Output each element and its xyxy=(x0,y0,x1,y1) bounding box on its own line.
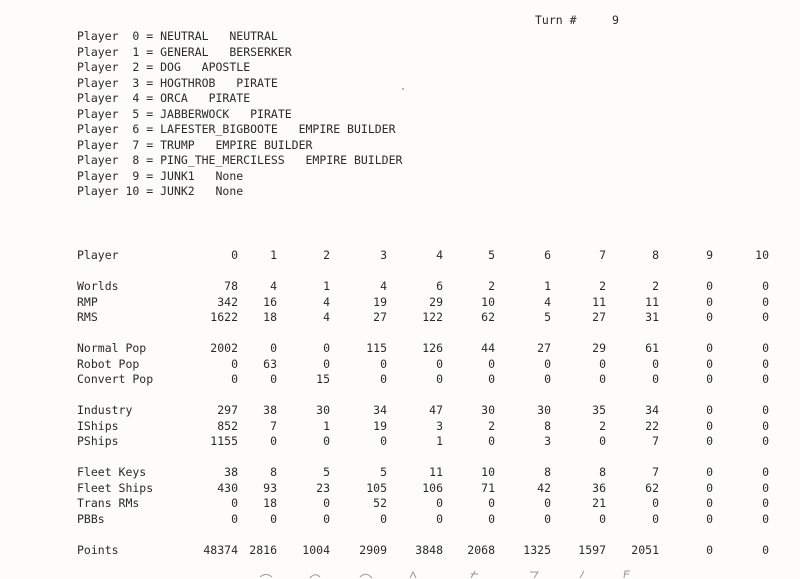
stat-value: 0 xyxy=(762,403,769,417)
stat-value: 8 xyxy=(544,418,551,433)
stat-value: 0 xyxy=(380,372,387,386)
player-entry xyxy=(77,184,402,200)
stat-value: 15 xyxy=(316,372,330,386)
player-prefix: Player 9 = xyxy=(77,168,161,183)
stat-value: 3848 xyxy=(415,542,443,557)
player-name: JUNK2 xyxy=(160,184,195,198)
stat-value: 7 xyxy=(652,465,659,479)
stat-value: 4 xyxy=(270,279,277,293)
player-entry xyxy=(77,91,402,107)
stat-value: 0 xyxy=(762,294,769,309)
player-column-header: 2 xyxy=(323,248,330,262)
stat-value: 2909 xyxy=(359,542,387,557)
player-roster xyxy=(77,29,402,200)
stat-value: 1 xyxy=(323,279,330,293)
stat-value: 0 xyxy=(323,511,330,526)
stat-value: 38 xyxy=(224,465,238,479)
stat-value: 21 xyxy=(592,496,606,510)
player-column-header: 5 xyxy=(488,248,495,262)
stat-value: 2 xyxy=(488,418,495,433)
stat-row xyxy=(0,512,800,527)
player-role: NEUTRAL xyxy=(229,29,278,43)
player-prefix: Player 2 = xyxy=(77,60,161,74)
stat-label: RMS xyxy=(77,310,98,324)
stat-value: 35 xyxy=(592,403,606,417)
stat-value: 0 xyxy=(652,372,659,386)
stat-value: 0 xyxy=(436,511,443,526)
stat-label: PBBs xyxy=(77,511,105,526)
stat-value: 0 xyxy=(706,294,713,309)
player-name: DOG xyxy=(160,60,181,74)
stat-value: 63 xyxy=(263,356,277,371)
player-name: NEUTRAL xyxy=(160,29,209,43)
stat-value: 0 xyxy=(599,372,606,386)
stat-value: 0 xyxy=(762,480,769,495)
player-name: HOGTHROB xyxy=(160,75,216,90)
player-column-header: 4 xyxy=(436,248,443,262)
stat-value: 0 xyxy=(270,434,277,448)
stat-row xyxy=(0,295,800,310)
stat-label: Robot Pop xyxy=(77,356,140,371)
player-column-header: 0 xyxy=(231,248,238,262)
stat-value: 0 xyxy=(270,372,277,386)
stat-value: 0 xyxy=(762,542,769,557)
stat-value: 52 xyxy=(373,496,387,510)
stat-value: 93 xyxy=(263,480,277,495)
stat-value: 10 xyxy=(481,465,495,479)
stat-value: 30 xyxy=(537,403,551,417)
stat-value: 19 xyxy=(373,294,387,309)
player-name: LAFESTER_BIGBOOTE xyxy=(160,122,278,136)
stat-value: 27 xyxy=(537,341,551,355)
stat-value: 7 xyxy=(652,434,659,448)
stat-label: Industry xyxy=(77,403,133,417)
stat-value: 16 xyxy=(263,294,277,309)
stat-value: 78 xyxy=(224,279,238,293)
player-column-header: 7 xyxy=(599,248,606,262)
stats-header-label: Player xyxy=(77,248,119,262)
stat-value: 29 xyxy=(429,294,443,309)
player-name: GENERAL xyxy=(160,44,209,59)
stat-value: 0 xyxy=(599,511,606,526)
player-role: None xyxy=(215,168,244,183)
player-entry xyxy=(77,107,402,123)
stat-value: 0 xyxy=(652,511,659,526)
stat-value: 1622 xyxy=(210,310,238,324)
stat-value: 5 xyxy=(323,465,330,479)
stat-value: 106 xyxy=(422,480,443,495)
stat-value: 2 xyxy=(652,279,659,293)
stat-value: 0 xyxy=(380,434,387,448)
stat-value: 4 xyxy=(380,279,387,293)
player-entry xyxy=(77,45,402,61)
stat-value: 0 xyxy=(762,310,769,324)
stat-row xyxy=(0,372,800,387)
stat-label: Normal Pop xyxy=(77,341,147,355)
stat-value: 0 xyxy=(706,434,713,448)
stat-value: 0 xyxy=(706,480,713,495)
player-role: APOSTLE xyxy=(201,60,251,74)
stat-value: 0 xyxy=(323,434,330,448)
stat-value: 11 xyxy=(645,294,659,309)
player-prefix: Player 7 = xyxy=(77,137,161,152)
stat-label: Worlds xyxy=(77,279,119,293)
player-role: EMPIRE BUILDER xyxy=(215,137,313,152)
player-prefix: Player 1 = xyxy=(77,44,161,59)
player-role: None xyxy=(215,184,244,198)
stat-value: 1597 xyxy=(578,542,606,557)
stat-value: 34 xyxy=(373,403,387,417)
stat-value: 19 xyxy=(373,418,387,433)
stat-value: 1 xyxy=(544,279,551,293)
stat-value: 0 xyxy=(652,356,659,371)
stat-value: 38 xyxy=(263,403,277,417)
stat-value: 342 xyxy=(217,294,238,309)
stat-value: 0 xyxy=(488,434,495,448)
stat-value: 22 xyxy=(645,418,659,433)
stat-value: 8 xyxy=(544,465,551,479)
player-prefix: Player 6 = xyxy=(77,122,161,136)
player-entry xyxy=(77,60,402,76)
stat-value: 0 xyxy=(706,403,713,417)
stat-value: 2 xyxy=(599,279,606,293)
stat-value: 4 xyxy=(323,294,330,309)
stat-value: 27 xyxy=(592,310,606,324)
stat-row xyxy=(0,403,800,418)
player-prefix: Player 0 = xyxy=(77,29,161,43)
stat-value: 3 xyxy=(436,418,443,433)
stat-value: 11 xyxy=(429,465,443,479)
stat-value: 0 xyxy=(706,542,713,557)
stat-value: 2 xyxy=(488,279,495,293)
player-prefix: Player 4 = xyxy=(77,91,161,105)
stat-value: 0 xyxy=(762,279,769,293)
stat-label: Fleet Ships xyxy=(77,480,154,495)
stat-value: 10 xyxy=(481,294,495,309)
stat-label: RMP xyxy=(77,294,98,309)
stat-value: 0 xyxy=(270,341,277,355)
stat-row xyxy=(0,279,800,294)
stat-value: 0 xyxy=(762,356,769,371)
player-entry xyxy=(77,138,402,154)
stat-value: 30 xyxy=(481,403,495,417)
stat-value: 0 xyxy=(762,341,769,355)
stat-value: 0 xyxy=(652,496,659,510)
stat-value: 0 xyxy=(706,279,713,293)
stat-row xyxy=(0,419,800,434)
stat-value: 0 xyxy=(762,372,769,386)
stat-row xyxy=(0,543,800,558)
stat-value: 2816 xyxy=(249,542,277,557)
stat-value: 71 xyxy=(481,480,495,495)
stat-value: 0 xyxy=(706,418,713,433)
handwritten-marks xyxy=(250,568,650,579)
stat-value: 0 xyxy=(544,496,551,510)
player-name: PING_THE_MERCILESS xyxy=(160,153,285,167)
stat-label: Fleet Keys xyxy=(77,465,147,479)
stat-value: 2051 xyxy=(631,542,659,557)
stat-value: 297 xyxy=(217,403,238,417)
player-entry xyxy=(77,169,402,185)
stat-value: 1004 xyxy=(302,542,330,557)
stat-value: 1155 xyxy=(210,434,238,448)
stat-value: 0 xyxy=(488,511,495,526)
stat-value: 126 xyxy=(422,341,443,355)
stat-row xyxy=(0,310,800,325)
stat-value: 0 xyxy=(380,511,387,526)
player-column-header: 6 xyxy=(544,248,551,262)
stat-value: 62 xyxy=(645,480,659,495)
stat-value: 11 xyxy=(592,294,606,309)
stat-value: 7 xyxy=(270,418,277,433)
stat-label: Points xyxy=(77,542,119,557)
stat-value: 31 xyxy=(645,310,659,324)
stat-value: 1 xyxy=(436,434,443,448)
stat-value: 0 xyxy=(706,511,713,526)
turn-indicator xyxy=(535,13,619,27)
stat-value: 0 xyxy=(231,356,238,371)
stat-value: 4 xyxy=(323,310,330,324)
turn-number: 9 xyxy=(612,13,619,27)
player-role: EMPIRE BUILDER xyxy=(298,122,396,136)
stat-value: 48374 xyxy=(203,542,238,557)
player-column-header: 3 xyxy=(380,248,387,262)
stat-value: 0 xyxy=(488,356,495,371)
stat-value: 29 xyxy=(592,341,606,355)
player-entry xyxy=(77,153,402,169)
stat-value: 2 xyxy=(599,418,606,433)
stat-value: 8 xyxy=(599,465,606,479)
player-entry xyxy=(77,122,402,138)
stat-value: 36 xyxy=(592,480,606,495)
player-prefix: Player 8 = xyxy=(77,153,161,167)
stat-value: 44 xyxy=(481,341,495,355)
stat-value: 115 xyxy=(366,341,387,355)
stat-value: 0 xyxy=(762,465,769,479)
stat-row xyxy=(0,357,800,372)
stat-row xyxy=(0,481,800,496)
stat-value: 0 xyxy=(706,465,713,479)
stat-value: 2002 xyxy=(210,341,238,355)
stat-value: 0 xyxy=(323,341,330,355)
stat-label: Trans RMs xyxy=(77,496,140,510)
stat-value: 0 xyxy=(544,372,551,386)
stats-header-row xyxy=(0,248,800,263)
player-prefix: Player 10 = xyxy=(77,184,161,198)
stat-value: 5 xyxy=(380,465,387,479)
player-role: PIRATE xyxy=(250,106,292,121)
stat-value: 2068 xyxy=(467,542,495,557)
stat-value: 8 xyxy=(270,465,277,479)
stat-value: 0 xyxy=(544,511,551,526)
stat-value: 47 xyxy=(429,403,443,417)
paper-speck xyxy=(402,88,404,90)
stat-value: 0 xyxy=(762,496,769,510)
stat-value: 0 xyxy=(488,372,495,386)
stat-value: 0 xyxy=(762,418,769,433)
player-name: ORCA xyxy=(160,91,188,105)
stat-value: 1 xyxy=(323,418,330,433)
stat-value: 0 xyxy=(544,356,551,371)
stat-value: 0 xyxy=(270,511,277,526)
stat-row xyxy=(0,496,800,511)
player-column-header: 9 xyxy=(706,248,713,262)
stat-value: 3 xyxy=(544,434,551,448)
stat-value: 5 xyxy=(544,310,551,324)
player-name: JUNK1 xyxy=(160,168,195,183)
player-column-header: 1 xyxy=(270,248,277,262)
stat-value: 4 xyxy=(544,294,551,309)
stat-value: 6 xyxy=(436,279,443,293)
stat-label: PShips xyxy=(77,434,119,448)
stat-value: 0 xyxy=(231,372,238,386)
stat-value: 0 xyxy=(231,496,238,510)
player-prefix: Player 5 = xyxy=(77,106,161,121)
stat-value: 34 xyxy=(645,403,659,417)
player-role: BERSERKER xyxy=(229,44,292,59)
stat-value: 61 xyxy=(645,341,659,355)
stat-value: 0 xyxy=(323,356,330,371)
stat-value: 122 xyxy=(422,310,443,324)
stat-value: 18 xyxy=(263,310,277,324)
stat-value: 0 xyxy=(436,356,443,371)
stat-value: 30 xyxy=(316,403,330,417)
stat-value: 0 xyxy=(599,434,606,448)
stat-row xyxy=(0,465,800,480)
stat-label: IShips xyxy=(77,418,119,433)
stat-label: Convert Pop xyxy=(77,372,154,386)
turn-label: Turn # xyxy=(535,13,577,27)
player-role: PIRATE xyxy=(208,91,251,105)
stat-value: 0 xyxy=(436,372,443,386)
stat-value: 0 xyxy=(231,511,238,526)
player-name: TRUMP xyxy=(160,137,195,152)
player-column-header: 8 xyxy=(652,248,659,262)
stat-value: 430 xyxy=(217,480,238,495)
stat-value: 0 xyxy=(762,511,769,526)
player-role: EMPIRE BUILDER xyxy=(305,153,403,167)
stat-value: 105 xyxy=(366,480,387,495)
player-entry xyxy=(77,76,402,92)
stat-value: 0 xyxy=(706,372,713,386)
stat-value: 0 xyxy=(706,341,713,355)
stat-value: 27 xyxy=(373,310,387,324)
player-prefix: Player 3 = xyxy=(77,75,161,90)
stat-value: 1325 xyxy=(523,542,551,557)
stat-row xyxy=(0,434,800,449)
stat-value: 62 xyxy=(481,310,495,324)
stat-value: 0 xyxy=(706,356,713,371)
stat-value: 42 xyxy=(537,480,551,495)
player-name: JABBERWOCK xyxy=(160,106,230,121)
stat-value: 0 xyxy=(323,496,330,510)
stat-value: 0 xyxy=(436,496,443,510)
stat-value: 18 xyxy=(263,496,277,510)
stat-value: 0 xyxy=(762,434,769,448)
player-column-header: 10 xyxy=(755,248,769,262)
stat-value: 0 xyxy=(599,356,606,371)
stat-value: 0 xyxy=(706,496,713,510)
stat-value: 0 xyxy=(706,310,713,324)
stat-value: 852 xyxy=(217,418,238,433)
player-role: PIRATE xyxy=(236,75,278,90)
player-entry xyxy=(77,29,402,45)
stat-value: 0 xyxy=(488,496,495,510)
stat-value: 23 xyxy=(316,480,330,495)
stat-row xyxy=(0,341,800,356)
stat-value: 0 xyxy=(380,356,387,371)
